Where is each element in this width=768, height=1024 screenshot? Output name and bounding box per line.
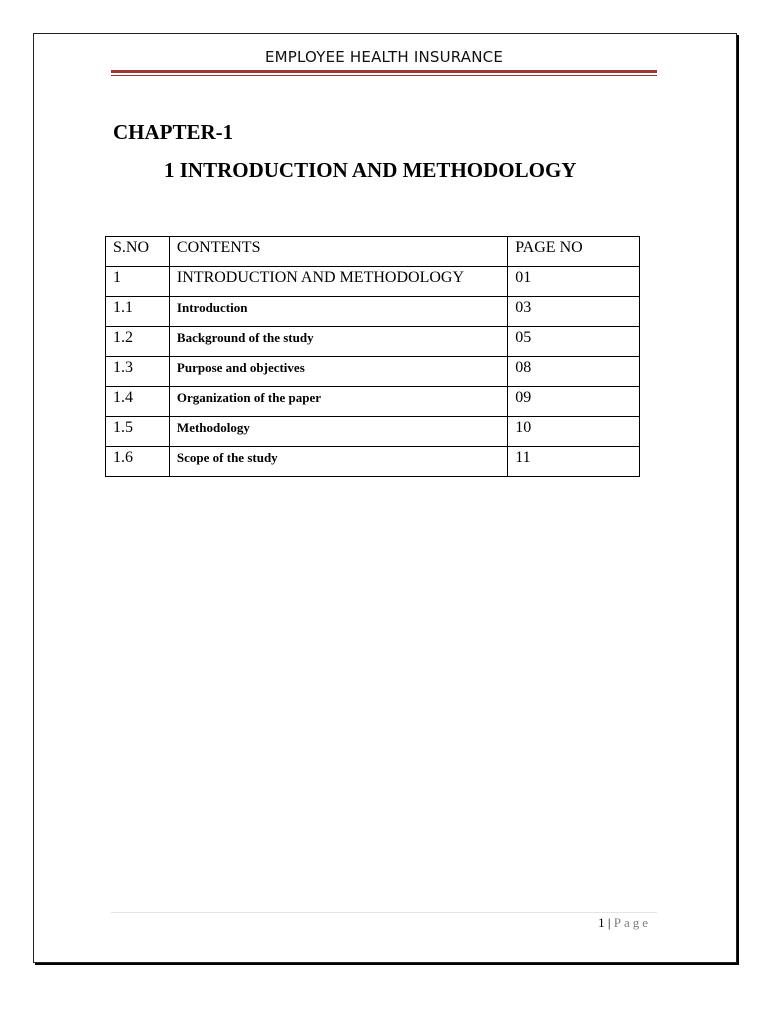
row-sno: 1.2: [106, 327, 170, 357]
running-header: EMPLOYEE HEALTH INSURANCE: [264, 48, 504, 66]
row-page: 01: [508, 267, 640, 297]
row-page: 11: [508, 447, 640, 477]
row-page: 09: [508, 387, 640, 417]
row-content-text: Purpose and objectives: [176, 360, 305, 375]
row-content-text: Organization of the paper: [176, 390, 321, 405]
row-sno: 1.6: [106, 447, 170, 477]
column-header-page-no: PAGE NO: [508, 237, 640, 267]
row-content: [169, 387, 507, 417]
row-sno: 1.5: [106, 417, 170, 447]
row-sno: 1: [106, 267, 170, 297]
row-content-text: Background of the study: [176, 330, 314, 345]
row-sno: 1.1: [106, 297, 170, 327]
row-content: [169, 447, 507, 477]
table-row: [106, 417, 640, 447]
row-sno: 1.3: [106, 357, 170, 387]
header-rule-thick: [111, 70, 657, 73]
row-sno: 1.4: [106, 387, 170, 417]
page-word: Page: [613, 915, 651, 930]
table-header-row: [106, 237, 640, 267]
section-title: 1 INTRODUCTION AND METHODOLOGY: [164, 158, 577, 182]
row-content: [169, 327, 507, 357]
footer-rule: [111, 912, 657, 913]
row-page: 05: [508, 327, 640, 357]
header-rule-thin: [111, 75, 657, 76]
contents-table: [105, 236, 640, 477]
row-content-text: Methodology: [176, 420, 250, 435]
table-row: [106, 387, 640, 417]
row-content-text: Scope of the study: [176, 450, 278, 465]
footer-separator: |: [607, 915, 611, 930]
row-page: 08: [508, 357, 640, 387]
column-header-contents: [169, 237, 507, 267]
row-content: [169, 357, 507, 387]
row-page: 03: [508, 297, 640, 327]
table-row: [106, 327, 640, 357]
page-number: 1: [598, 915, 605, 930]
row-page: 10: [508, 417, 640, 447]
row-content: [169, 417, 507, 447]
chapter-label: CHAPTER-1: [113, 120, 234, 144]
table-row: [106, 357, 640, 387]
table-row: [106, 267, 640, 297]
table-row: [106, 447, 640, 477]
table-row: [106, 297, 640, 327]
row-content-text: Introduction: [176, 300, 248, 315]
row-content: [169, 297, 507, 327]
page-footer: [598, 915, 651, 931]
row-content: [169, 267, 507, 297]
column-header-contents-text: CONTENTS: [176, 239, 261, 256]
column-header-sno: S.NO: [106, 237, 170, 267]
row-content-text: INTRODUCTION AND METHODOLOGY: [176, 269, 465, 286]
